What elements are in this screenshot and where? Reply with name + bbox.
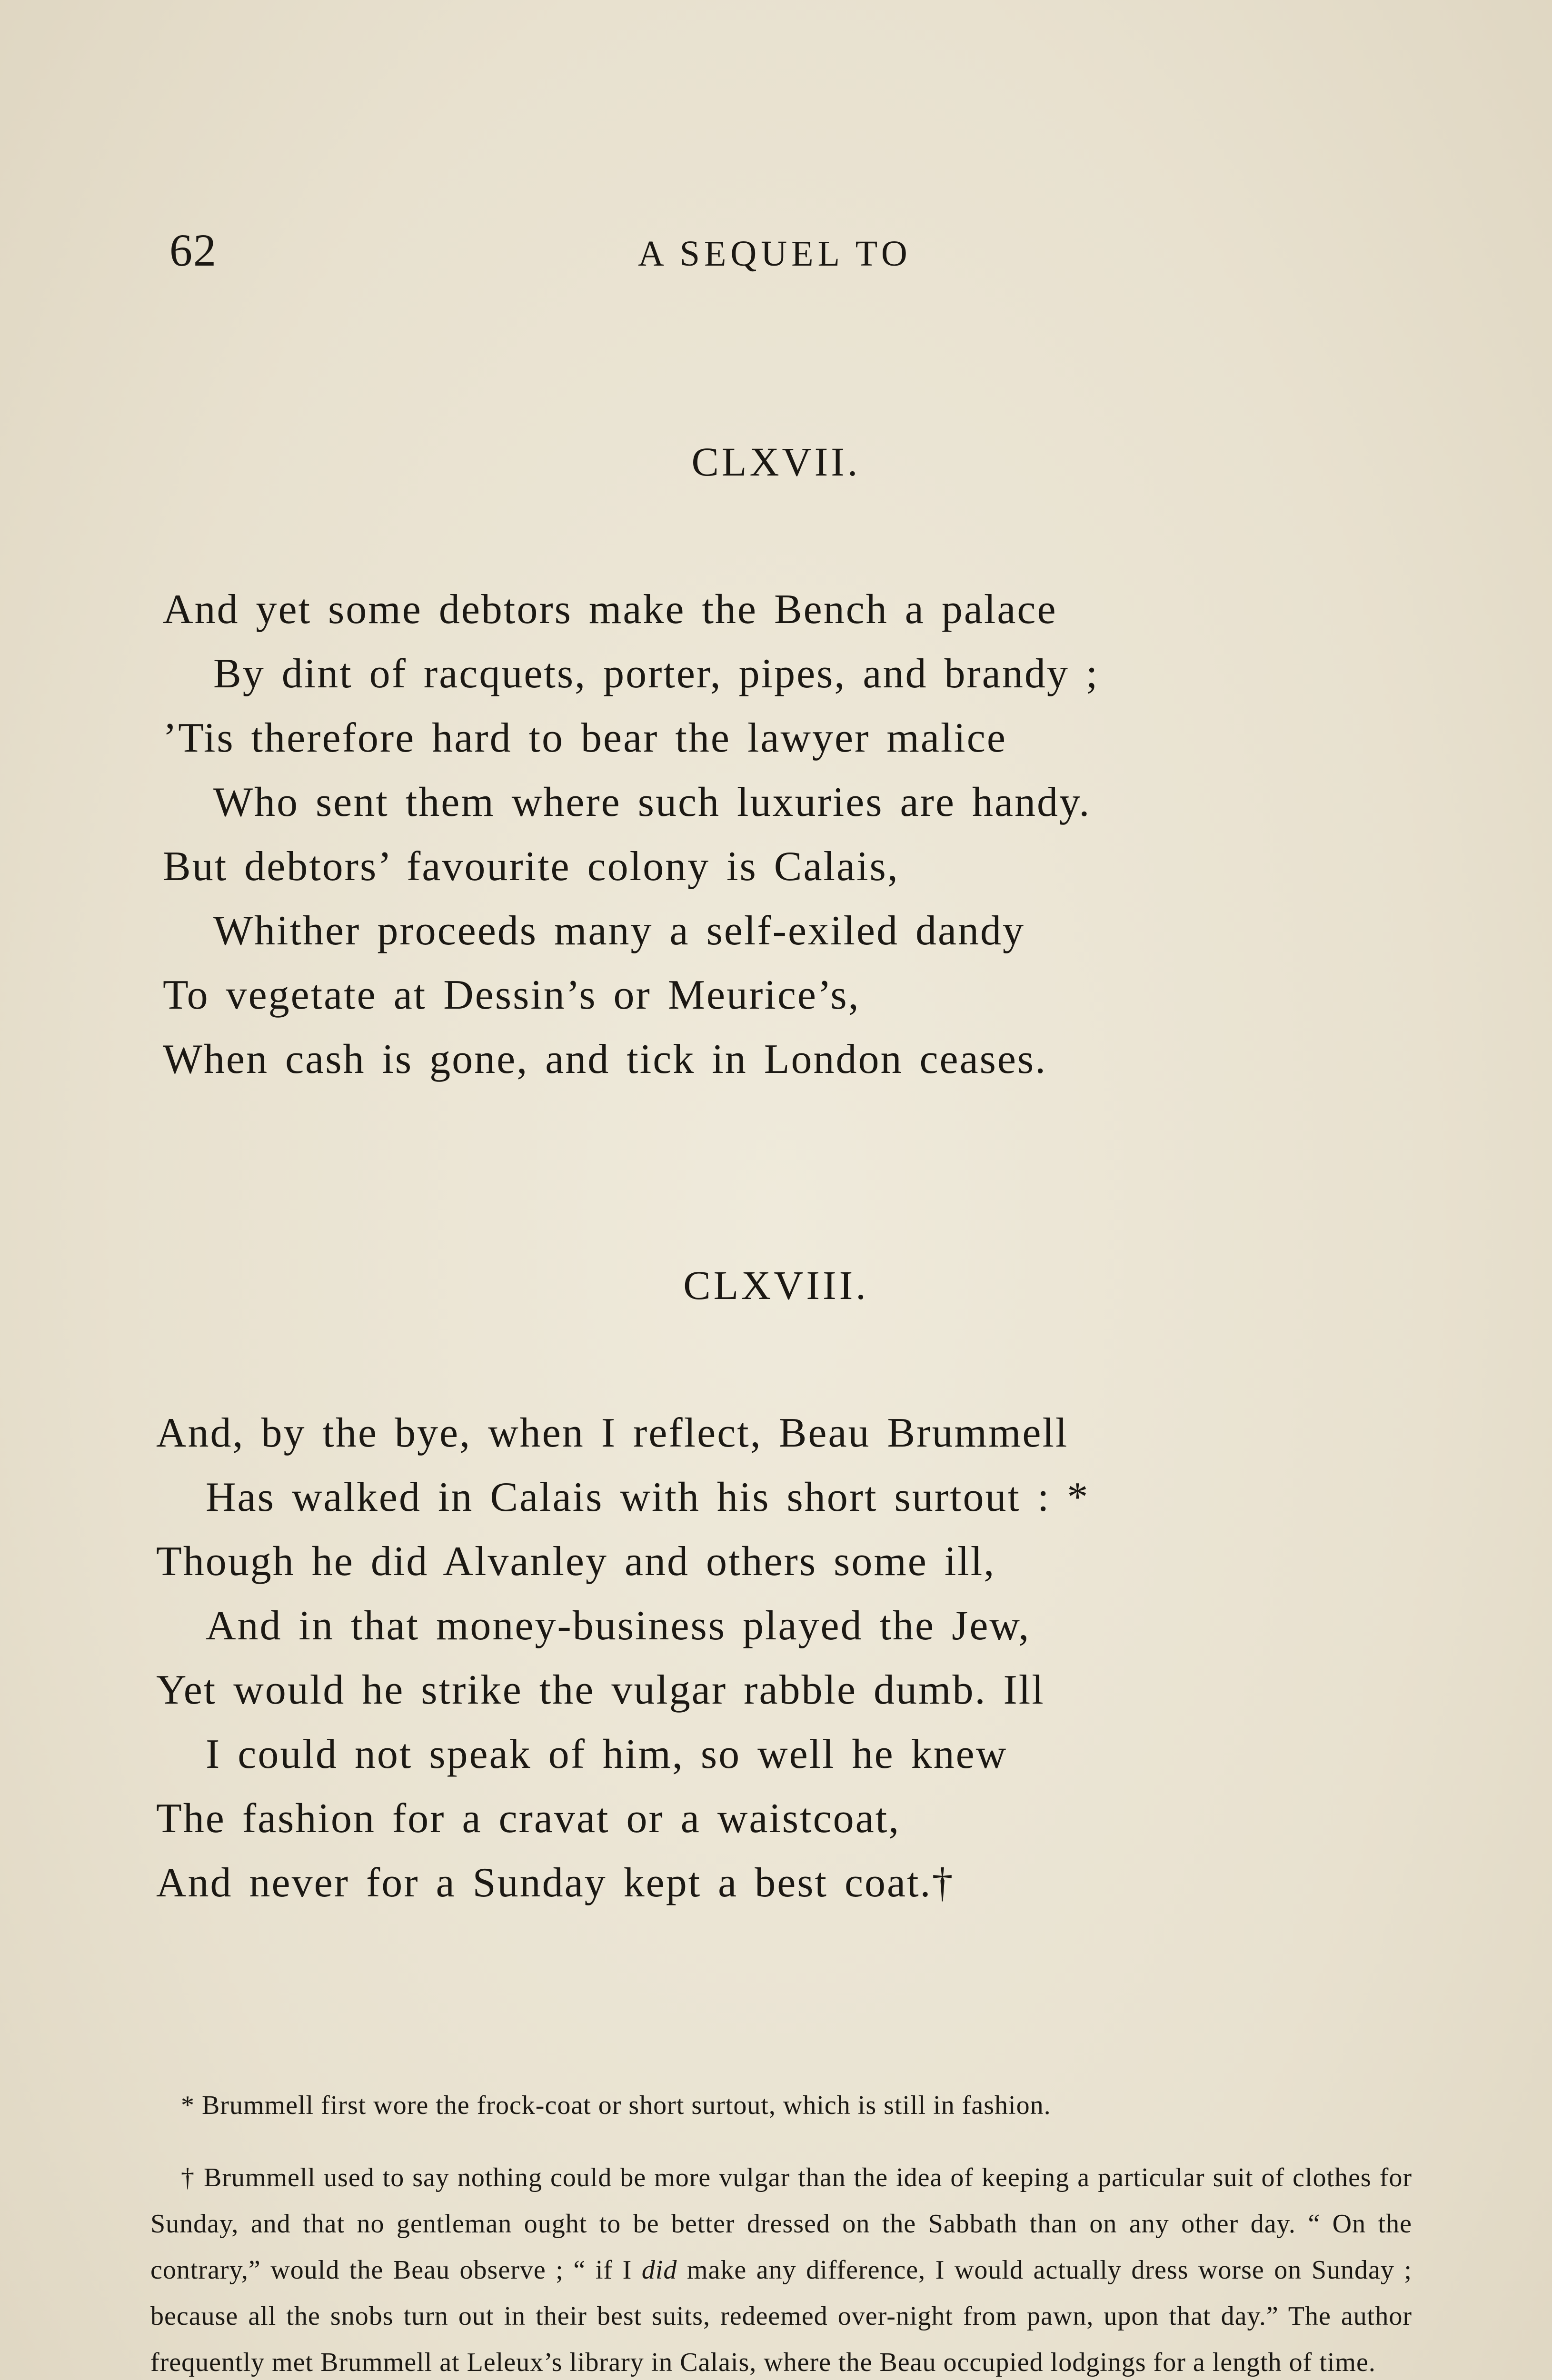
verse-line: But debtors’ favourite colony is Calais,: [163, 843, 899, 890]
footnote-asterisk: * Brummell first wore the frock-coat or short surtout, which is still in fashion.: [181, 2091, 1051, 2120]
footnote-text: † Brummell used to say nothing could be more vulgar than the idea of keeping a particular suit of clothes for Sunday, and that no gentleman ought to be better dressed on the Sabbath than on any other day. “ On the contrary,” would the Beau observe ; “ if I: [150, 2163, 1412, 2285]
stanza-number: CLXVII.: [691, 439, 861, 485]
stanza-number: CLXVIII.: [683, 1262, 869, 1308]
verse-line: Who sent them where such luxuries are handy.: [213, 779, 1091, 825]
verse-line: Though he did Alvanley and others some ill,: [156, 1538, 996, 1585]
footnote-text: make any difference, I would actually dress worse on Sunday ; because all the snobs turn out in their best suits, redeemed over-night from pawn, upon that day.” The author frequently met Brummell at Leleux’s library in Calais, where the Beau occupied lodgings for a length of time.: [150, 2255, 1412, 2377]
footnote-italic-word: did: [641, 2255, 677, 2285]
verse-line: Has walked in Calais with his short surtout : *: [206, 1474, 1090, 1520]
verse-line: The fashion for a cravat or a waistcoat,: [156, 1795, 901, 1842]
page-number: 62: [169, 225, 217, 276]
page-header: [0, 224, 1552, 281]
running-head: A SEQUEL TO: [638, 234, 912, 274]
footnotes: [150, 2082, 1412, 2380]
verse-line: And in that money-business played the Jew,: [206, 1603, 1031, 1649]
footnote-dagger: [150, 2155, 1412, 2380]
verse-line: And yet some debtors make the Bench a palace: [163, 586, 1057, 633]
verse-line: And, by the bye, when I reflect, Beau Brummell: [156, 1410, 1069, 1456]
verse-line: By dint of racquets, porter, pipes, and brandy ;: [213, 651, 1099, 697]
verse-line: Whither proceeds many a self-exiled dandy: [213, 908, 1025, 954]
verse-line: Yet would he strike the vulgar rabble dumb. Ill: [156, 1667, 1045, 1713]
verse-line: To vegetate at Dessin’s or Meurice’s,: [163, 972, 860, 1018]
verse-line: I could not speak of him, so well he knew: [206, 1731, 1008, 1777]
verse-line: ’Tis therefore hard to bear the lawyer malice: [163, 715, 1007, 761]
verse-line: And never for a Sunday kept a best coat.†: [156, 1860, 955, 1906]
verse-line: When cash is gone, and tick in London ceases.: [163, 1036, 1047, 1082]
